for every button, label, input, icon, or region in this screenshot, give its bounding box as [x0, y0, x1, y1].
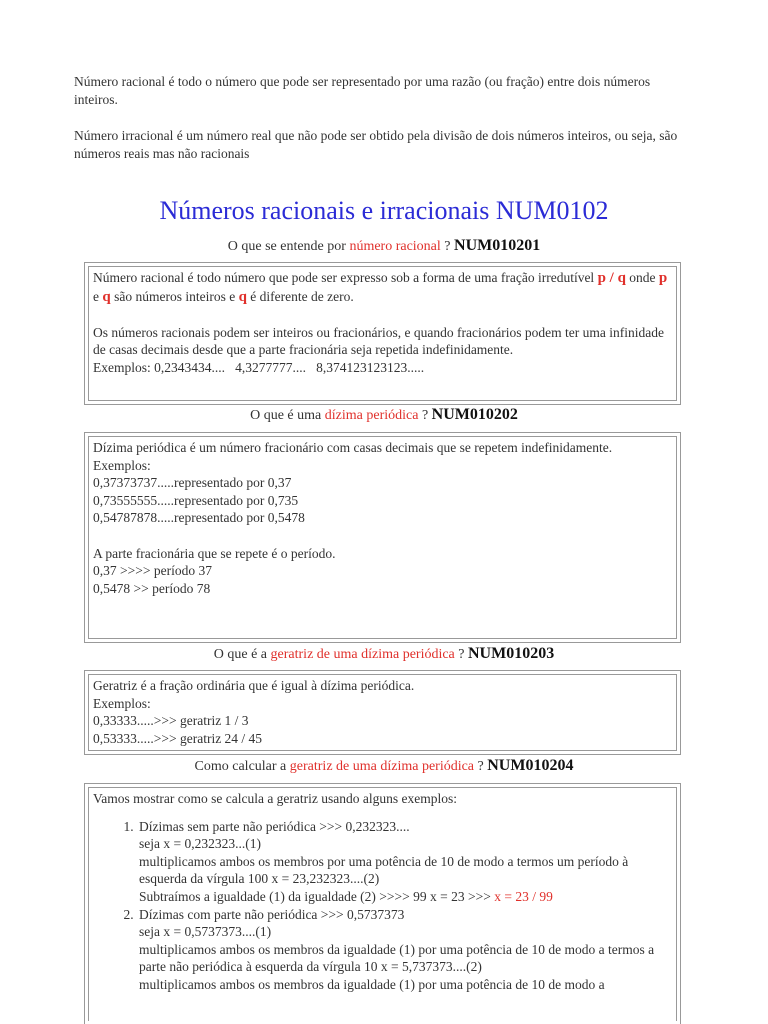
question-generatrix: O que é a geratriz de uma dízima periódica ? NUM010203 [213, 645, 555, 662]
question-rational-number: O que se entende por número racional ? NUM010201 [227, 237, 541, 254]
term-repeating-decimal: dízima periódica [324, 408, 419, 423]
text-line: 0,33333.....>>> geratriz 1 / 3 [93, 713, 249, 729]
question-code: NUM010201 [454, 237, 541, 254]
result-value: x = 23 / 99 [494, 888, 553, 904]
text-line: 0,37 >>>> período 37 [93, 563, 212, 579]
question-repeating-decimal: O que é uma dízima periódica ? NUM010202 [250, 406, 518, 423]
intro-rational: Número racional é todo o número que pode ser representado por uma razão (ou fração) entre dois números inteiros. [74, 74, 651, 107]
text-line: 0,54787878.....representado por 0,5478 [93, 510, 305, 526]
term-generatrix: geratriz de uma dízima periódica [289, 759, 475, 774]
question-code: NUM010203 [468, 645, 555, 662]
list-item: 2. Dízimas com parte não periódica >>> 0,5737373 seja x = 0,5737373....(1) multiplicamos ambos os membros da igualdade (1) por uma potência de 10 de modo a termos a parte não periódica à esquerda da vírgula 10 x = 5,737373....(2) multiplicamos ambos os membros da igualdade (1) por uma potência de 10 de modo a [137, 906, 672, 994]
answer-box-calc-generatrix [84, 783, 681, 1024]
term-rational-number: número racional [349, 239, 441, 254]
text-line: 0,73555555.....representado por 0,735 [93, 492, 299, 508]
rational-explanation: Os números racionais podem ser inteiros ou fracionários, e quando fracionários podem ter uma infinidade de casas decimais desde que a parte fracionária seja repetida indefinidamente. [93, 324, 664, 358]
question-code: NUM010204 [487, 757, 574, 774]
text-line: Geratriz é a fração ordinária que é igual à dízima periódica. [93, 678, 415, 693]
list-item: 1. Dízimas sem parte não periódica >>> 0,232323.... seja x = 0,232323...(1) multiplicamos ambos os membros por uma potência de 10 de modo a termos um período à esquerda da vírgula 100 x = 23,232323....(2) Subtraímos a igualdade (1) da igualdade (2) >>>> 99 x = 23 >>> x = 23 / 99 [137, 818, 672, 906]
text-line: 0,37373737.....representado por 0,37 [93, 475, 292, 491]
answer-box-generatrix [84, 670, 681, 755]
answer-box-repeating-decimal [84, 432, 681, 643]
text-line: 0,53333.....>>> geratriz 24 / 45 [93, 730, 263, 746]
question-calc-generatrix: Como calcular a geratriz de uma dízima periódica ? NUM010204 [194, 757, 574, 774]
text-line: Dízima periódica é um número fracionário com casas decimais que se repetem indefinidamente. [93, 440, 613, 455]
page-title: Números racionais e irracionais NUM0102 [159, 196, 609, 225]
text-line: Exemplos: [93, 457, 151, 473]
rational-examples: Exemplos: 0,2343434.... 4,3277777.... 8,374123123123..... [93, 359, 425, 375]
text-line: A parte fracionária que se repete é o período. [93, 545, 336, 561]
text-line: 0,5478 >> período 78 [93, 580, 211, 596]
term-generatrix: geratriz de uma dízima periódica [270, 647, 455, 662]
text-line: Exemplos: [93, 695, 151, 711]
examples-list [93, 818, 672, 994]
intro-irrational: Número irracional é um número real que não pode ser obtido pela divisão de dois números inteiros, ou seja, são números reais mas não racionais [74, 128, 678, 161]
question-code: NUM010202 [431, 406, 518, 423]
answer-box-rational [84, 262, 681, 405]
rational-definition: Número racional é todo número que pode ser expresso sob a forma de uma fração irredutível p / q onde p e q são números inteiros e q é diferente de zero. [93, 270, 668, 305]
text-line: Vamos mostrar como se calcula a geratriz usando alguns exemplos: [93, 791, 458, 806]
